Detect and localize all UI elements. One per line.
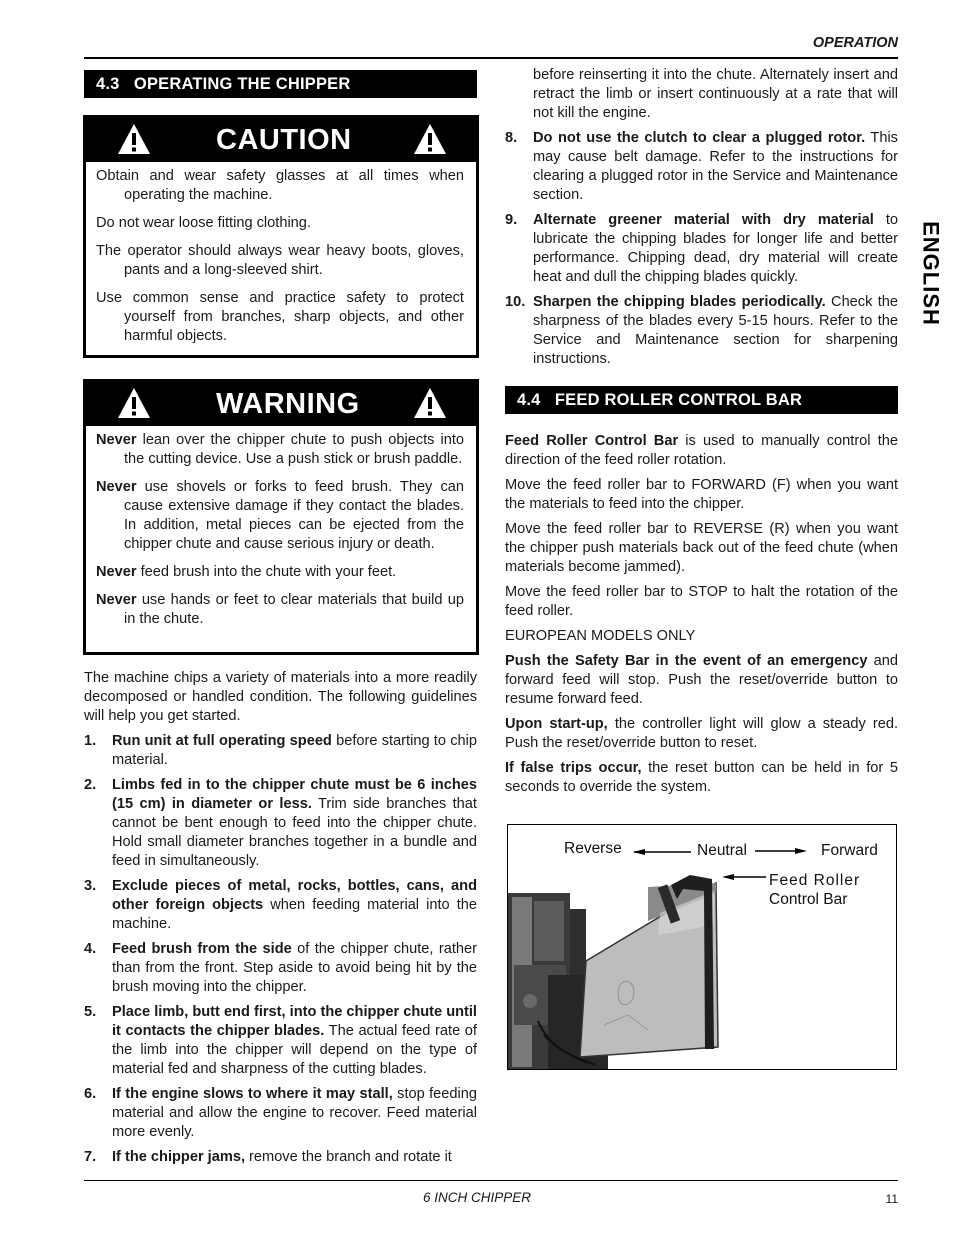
chipper-photo-illustration <box>508 825 896 1069</box>
paragraph: If false trips occur, the reset button can be held in for 5 seconds to override the system. <box>505 760 898 795</box>
paragraph: Feed Roller Control Bar is used to manually control the direction of the feed roller rotation. <box>505 433 898 468</box>
caution-item: Do not wear loose fitting clothing. <box>96 215 311 231</box>
section-number: 4.3 <box>96 75 120 93</box>
warning-item-text: feed brush into the chute with your feet. <box>136 564 397 580</box>
caution-item: Obtain and wear safety glasses at all times when operating the machine. <box>96 168 464 203</box>
label-reverse: Reverse <box>564 840 622 857</box>
list-item: 2. Limbs fed in to the chipper chute must be 6 inches (15 cm) in diameter or less. Trim side branches that cannot be bent enough to feed into the chipper chute. Hold small diameter branches together in a bundle and feed in simultaneously. <box>84 777 477 869</box>
caution-title: CAUTION <box>216 124 352 156</box>
section-title: OPERATING THE CHIPPER <box>133 75 351 93</box>
list-item: 9. Alternate greener material with dry material to lubricate the chipping blades for longer life and better performance. Chipping dead, dry material will create heat and dull the chipping blades quickly. <box>505 212 898 285</box>
warning-triangle-icon <box>116 386 152 420</box>
never-lead: Never <box>96 479 137 495</box>
list-item: 3. Exclude pieces of metal, rocks, bottles, cans, and other foreign objects when feeding material into the machine. <box>84 878 478 932</box>
intro-paragraph: The machine chips a variety of materials into a more readily decomposed or handled condition. The following guidelines will help you get started. <box>84 670 477 724</box>
caution-item: The operator should always wear heavy boots, gloves, pants and a long-sleeved shirt. <box>96 243 464 278</box>
never-lead: Never <box>96 592 137 608</box>
caution-box <box>83 115 479 358</box>
footer-title: 6 INCH CHIPPER <box>422 1190 532 1205</box>
warning-body <box>86 426 476 629</box>
section-title: FEED ROLLER CONTROL BAR <box>554 391 803 409</box>
paragraph: EUROPEAN MODELS ONLY <box>505 628 696 644</box>
footer-rule <box>84 1180 898 1181</box>
warning-triangle-icon <box>116 122 152 156</box>
step-7-continued: before reinserting it into the chute. Alternately insert and retract the limb or insert continuously at a rate that will not kill the engine. <box>533 67 898 121</box>
page-number: 11 <box>885 1192 898 1206</box>
list-item: 6. If the engine slows to where it may stall, stop feeding material and allow the engine to recover. Feed material more evenly. <box>84 1086 477 1140</box>
feed-roller-figure <box>507 824 897 1070</box>
list-item: 8. Do not use the clutch to clear a plugged rotor. This may cause belt damage. Refer to the instructions for clearing a plugged rotor in the Service and Maintenance section. <box>505 130 898 203</box>
warning-item-text: use shovels or forks to feed brush. They can cause extensive damage if they contact the blades. In addition, metal pieces can be ejected from the chipper chute and cause serious injury or death. <box>124 479 464 552</box>
section-heading-4-4 <box>505 386 898 414</box>
left-column-body <box>84 669 477 1173</box>
paragraph: Upon start-up, the controller light will glow a steady red. Push the reset/override button to reset. <box>505 716 899 751</box>
never-lead: Never <box>96 432 137 448</box>
warning-item <box>96 563 464 582</box>
steps-list <box>84 732 477 1167</box>
list-item: 1. Run unit at full operating speed before starting to chip material. <box>84 733 477 768</box>
label-control-bar: Control Bar <box>769 891 848 908</box>
label-forward: Forward <box>821 842 878 859</box>
language-tab-label: ENGLISH <box>918 221 944 326</box>
warning-item <box>96 478 464 554</box>
paragraph: Move the feed roller bar to REVERSE (R) when you want the chipper push materials back out of the feed chute (when materials become jammed). <box>505 521 898 575</box>
caution-header <box>86 118 476 162</box>
section-number: 4.4 <box>517 391 541 409</box>
label-feed-roller: Feed Roller <box>769 872 861 889</box>
running-header-section: OPERATION <box>812 35 898 51</box>
list-item: 4. Feed brush from the side of the chipper chute, rather than from the front. Step aside to avoid being hit by the brush moving into the chipper. <box>84 941 478 995</box>
paragraph: Move the feed roller bar to STOP to halt the rotation of the feed roller. <box>505 584 898 619</box>
warning-item-text: lean over the chipper chute to push objects into the cutting device. Use a push stick or brush paddle. <box>124 432 464 467</box>
steps-list-continued <box>505 129 898 369</box>
warning-triangle-icon <box>412 122 448 156</box>
section-4-4-body <box>505 432 898 803</box>
caution-item: Use common sense and practice safety to protect yourself from branches, sharp objects, and other harmful objects. <box>96 290 464 344</box>
warning-item-text: use hands or feet to clear materials that build up in the chute. <box>124 592 464 627</box>
language-tab <box>916 221 946 334</box>
list-item: 10. Sharpen the chipping blades periodically. Check the sharpness of the blades every 5-15 hours. Refer to the Service and Maintenance section for sharpening instructions. <box>505 294 899 367</box>
warning-box <box>83 379 479 655</box>
list-item: 7. If the chipper jams, remove the branch and rotate it <box>84 1149 452 1165</box>
caution-body <box>86 162 476 346</box>
section-heading-4-3 <box>84 70 477 98</box>
warning-header <box>86 382 476 426</box>
right-column-top <box>505 66 898 375</box>
paragraph: Push the Safety Bar in the event of an emergency and forward feed will stop. Push the reset/override button to resume forward feed. <box>505 653 898 707</box>
warning-title: WARNING <box>216 388 360 420</box>
paragraph: Move the feed roller bar to FORWARD (F) when you want the materials to feed into the chipper. <box>505 477 898 512</box>
warning-triangle-icon <box>412 386 448 420</box>
warning-item <box>96 431 464 469</box>
warning-item <box>96 591 464 629</box>
never-lead: Never <box>96 564 137 580</box>
header-rule <box>84 57 898 59</box>
label-neutral: Neutral <box>697 842 747 859</box>
list-item: 5. Place limb, butt end first, into the chipper chute until it contacts the chipper blades. The actual feed rate of the limb into the chipper will depend on the type of material fed and sharpness of the cutting blades. <box>84 1004 477 1077</box>
